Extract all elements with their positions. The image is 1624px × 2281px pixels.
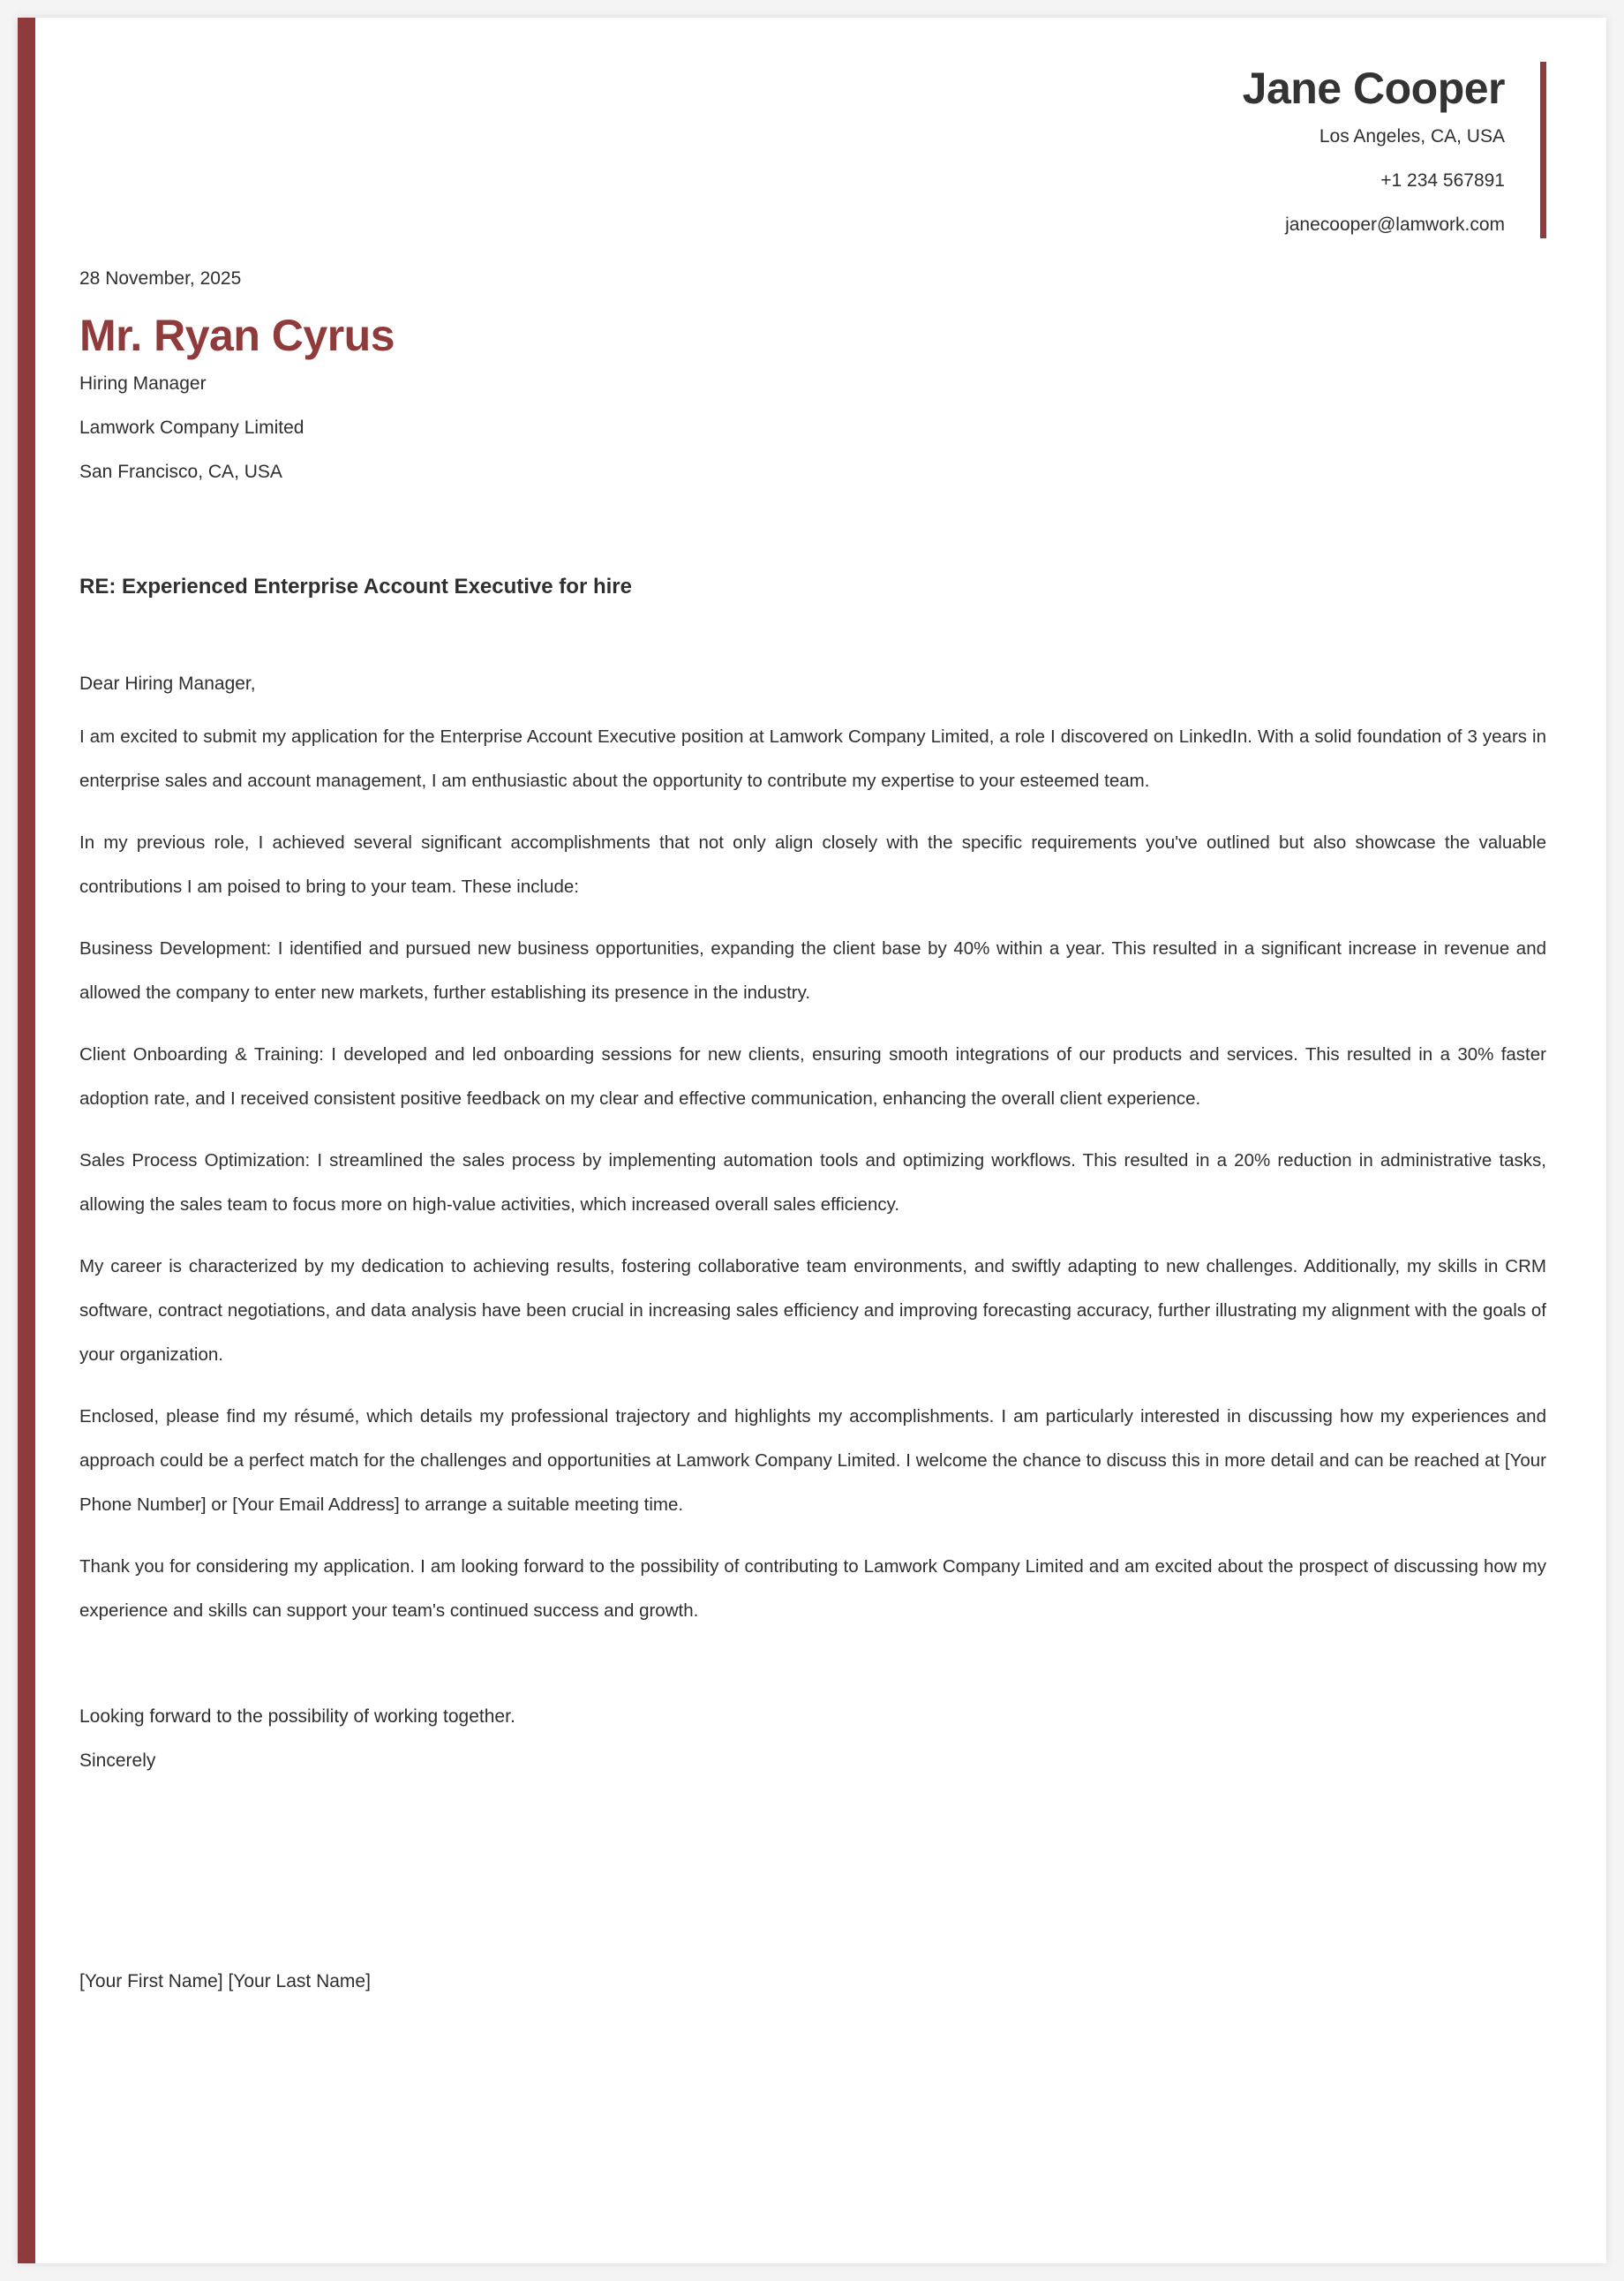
sender-email: janecooper@lamwork.com bbox=[1285, 215, 1505, 235]
paragraph-intro: I am excited to submit my application for the Enterprise Account Executive position at Lamwork Company Limited, a role I discovered on LinkedIn. With a solid foundation of 3 years in enterprise sales and account management, I am enthusiastic about the opportunity to contribute my expertise to your esteemed team. bbox=[79, 726, 1546, 791]
letter-body bbox=[79, 662, 1546, 1651]
sender-location: Los Angeles, CA, USA bbox=[1319, 126, 1505, 147]
sender-block bbox=[1243, 62, 1546, 238]
recipient-name: Mr. Ryan Cyrus bbox=[79, 311, 395, 360]
paragraph-enclosed: Enclosed, please find my résumé, which details my professional trajectory and highlights my accomplishments. I am particularly interested in discussing how my experiences and approach could be a perfect match for the challenges and opportunities at Lamwork Company Limited. I welcome the chance to discuss this in more detail and can be reached at [Your Phone Number] or [Your Email Address] to arrange a suitable meeting time. bbox=[79, 1406, 1546, 1515]
recipient-block bbox=[79, 309, 395, 494]
paragraph-accomplishments: In my previous role, I achieved several significant accomplishments that not only align closely with the specific requirements you've outlined but also showcase the valuable contributions I am poised to bring to your team. These include: bbox=[79, 832, 1546, 897]
subject-line: RE: Experienced Enterprise Account Executive for hire bbox=[79, 575, 632, 598]
sender-name: Jane Cooper bbox=[1242, 64, 1505, 113]
paragraph-thank-you: Thank you for considering my application. I am looking forward to the possibility of contributing to Lamwork Company Limited and am excited about the prospect of discussing how my experience and skills can support your team's continued success and growth. bbox=[79, 1556, 1546, 1621]
closing-line: Looking forward to the possibility of working together. bbox=[79, 1706, 515, 1727]
recipient-company: Lamwork Company Limited bbox=[79, 418, 304, 438]
paragraph-business-development: Business Development: I identified and pursued new business opportunities, expanding the client base by 40% within a year. This resulted in a significant increase in revenue and allowed the company to enter new markets, further establishing its presence in the industry. bbox=[79, 938, 1546, 1003]
letter-page bbox=[18, 18, 1606, 2263]
paragraph-career: My career is characterized by my dedication to achieving results, fostering collaborative team environments, and swiftly adapting to new challenges. Additionally, my skills in CRM software, contract negotiations, and data analysis have been crucial in increasing sales efficiency and improving forecasting accuracy, further illustrating my alignment with the goals of your organization. bbox=[79, 1256, 1546, 1365]
signature-name: [Your First Name] [Your Last Name] bbox=[79, 1971, 371, 1991]
sender-phone: +1 234 567891 bbox=[1380, 170, 1505, 191]
paragraph-client-onboarding: Client Onboarding & Training: I developed and led onboarding sessions for new clients, ensuring smooth integrations of our products and services. This resulted in a 30% faster adoption rate, and I received consistent positive feedback on my clear and effective communication, enhancing the overall client experience. bbox=[79, 1044, 1546, 1109]
closing-block bbox=[79, 1695, 515, 1783]
letter-date: 28 November, 2025 bbox=[79, 268, 242, 289]
recipient-location: San Francisco, CA, USA bbox=[79, 462, 282, 482]
paragraph-sales-process: Sales Process Optimization: I streamlined the sales process by implementing automation tools and optimizing workflows. This resulted in a 20% reduction in administrative tasks, allowing the sales team to focus more on high-value activities, which increased overall sales efficiency. bbox=[79, 1150, 1546, 1215]
recipient-title: Hiring Manager bbox=[79, 373, 207, 394]
left-accent-bar bbox=[18, 18, 35, 2263]
letter-content bbox=[79, 18, 1546, 2263]
salutation: Dear Hiring Manager, bbox=[79, 674, 256, 694]
closing-signoff: Sincerely bbox=[79, 1750, 156, 1771]
